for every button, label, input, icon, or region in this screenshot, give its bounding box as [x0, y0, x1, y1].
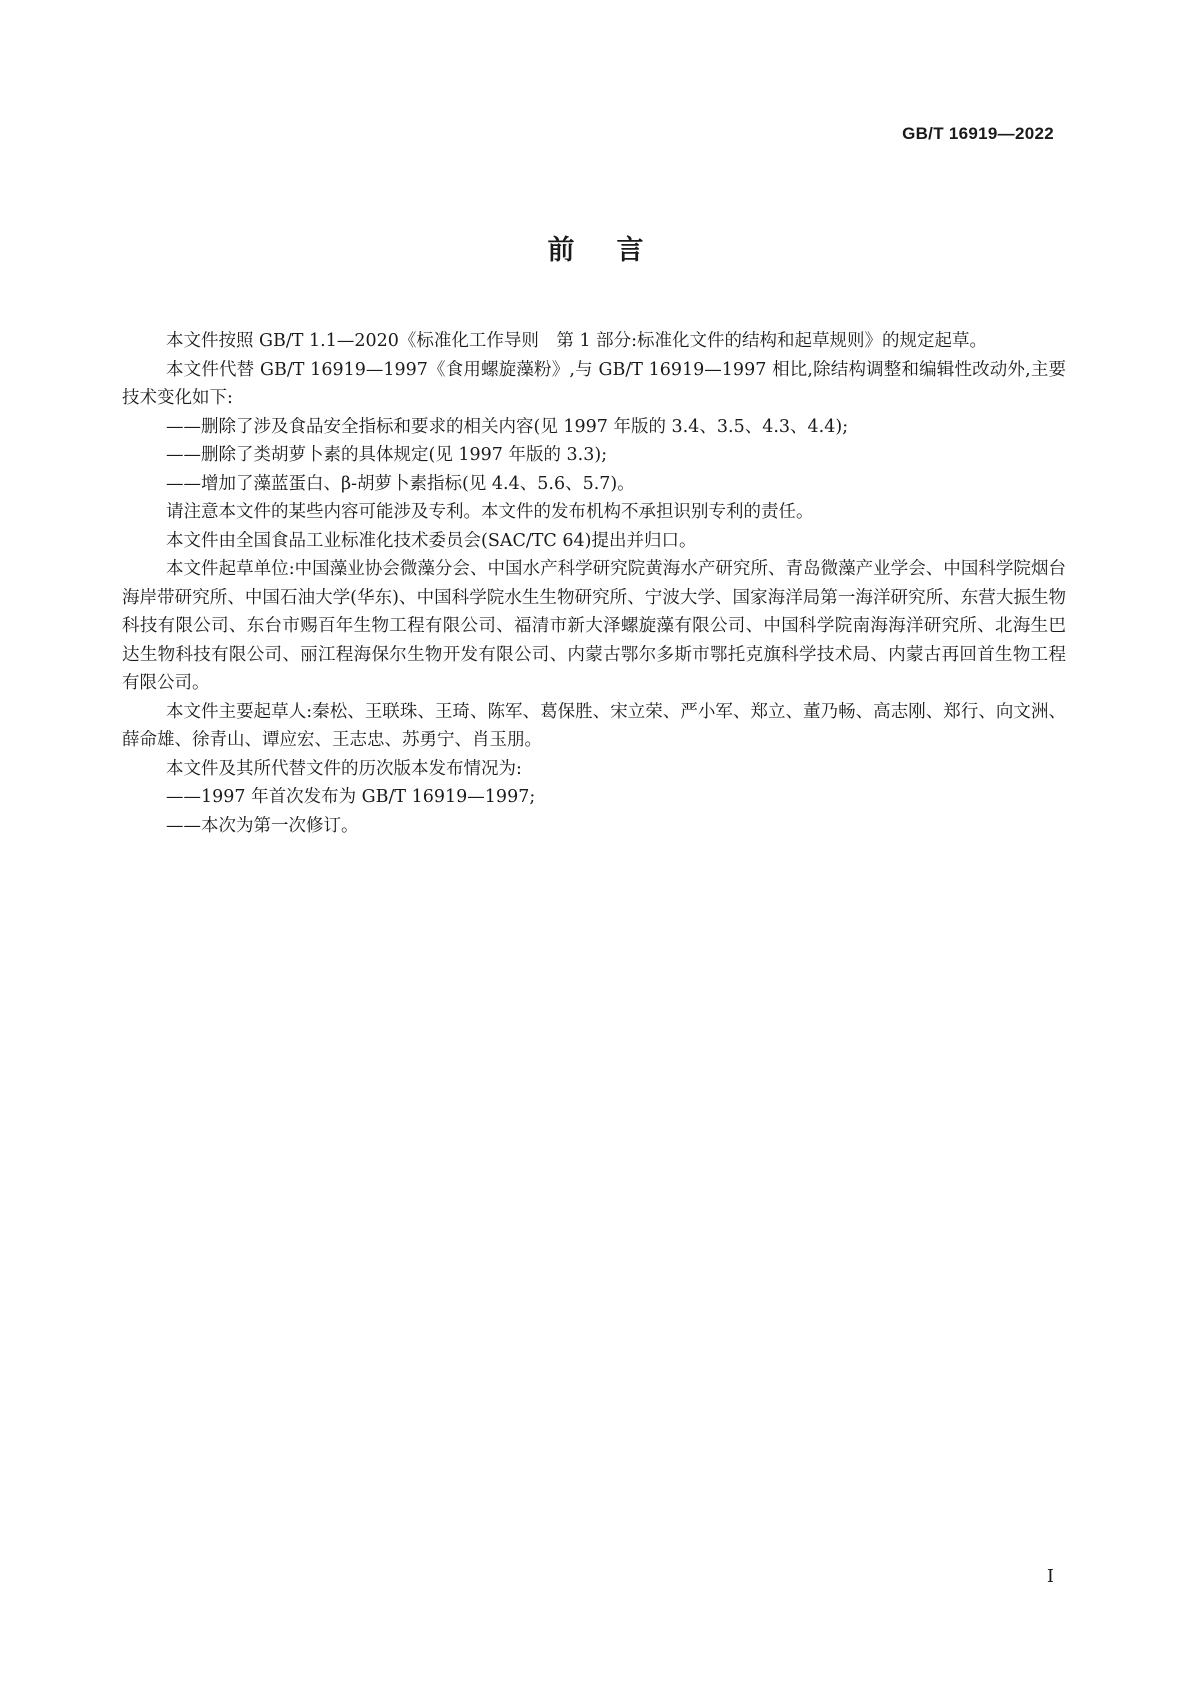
paragraph-patent-notice: 请注意本文件的某些内容可能涉及专利。本文件的发布机构不承担识别专利的责任。 — [166, 502, 814, 522]
history-item: ——1997 年首次发布为 GB/T 16919—1997; — [166, 787, 536, 807]
change-item: ——删除了类胡萝卜素的具体规定(见 1997 年版的 3.3); — [166, 445, 608, 465]
history-item: ——本次为第一次修订。 — [166, 815, 359, 836]
change-item: ——增加了藻蓝蛋白、β-胡萝卜素指标(见 4.4、5.6、5.7)。 — [166, 473, 635, 494]
standard-number: GB/T 16919—2022 — [902, 124, 1054, 143]
page-number: I — [1046, 1566, 1054, 1587]
paragraph-drafters: 本文件主要起草人:秦松、王联珠、王琦、陈军、葛保胜、宋立荣、严小军、郑立、董乃畅、高志刚、郑行、向文洲、薛命雄、徐青山、谭应宏、王志忠、苏勇宁、肖玉朋。 — [122, 701, 1066, 750]
paragraph-drafting-units: 本文件起草单位:中国藻业协会微藻分会、中国水产科学研究院黄海水产研究所、青岛微藻产业学会、中国科学院烟台海岸带研究所、中国石油大学(华东)、中国科学院水生生物研究所、宁波大学、国家海洋局第一海洋研究所、东营大振生物科技有限公司、东台市赐百年生物工程有限公司、福清市新大泽螺旋藻有限公司、中国科学院南海海洋研究所、北海生巴达生物科技有限公司、丽江程海保尔生物开发有限公司、内蒙古鄂尔多斯市鄂托克旗科学技术局、内蒙古再回首生物工程有限公司。 — [122, 559, 1066, 693]
paragraph-history-intro: 本文件及其所代替文件的历次版本发布情况为: — [166, 758, 522, 779]
foreword-body — [122, 327, 1066, 840]
paragraph-drafting-rules: 本文件按照 GB/T 1.1—2020《标准化工作导则 第 1 部分:标准化文件的结构和起草规则》的规定起草。 — [166, 331, 988, 351]
change-item: ——删除了涉及食品安全指标和要求的相关内容(见 1997 年版的 3.4、3.5、4.3、4.4); — [166, 416, 849, 437]
page-title: 前言 — [547, 235, 686, 266]
paragraph-replacement: 本文件代替 GB/T 16919—1997《食用螺旋藻粉》,与 GB/T 16919—1997 相比,除结构调整和编辑性改动外,主要技术变化如下: — [122, 359, 1066, 408]
paragraph-proposer: 本文件由全国食品工业标准化技术委员会(SAC/TC 64)提出并归口。 — [166, 530, 697, 551]
